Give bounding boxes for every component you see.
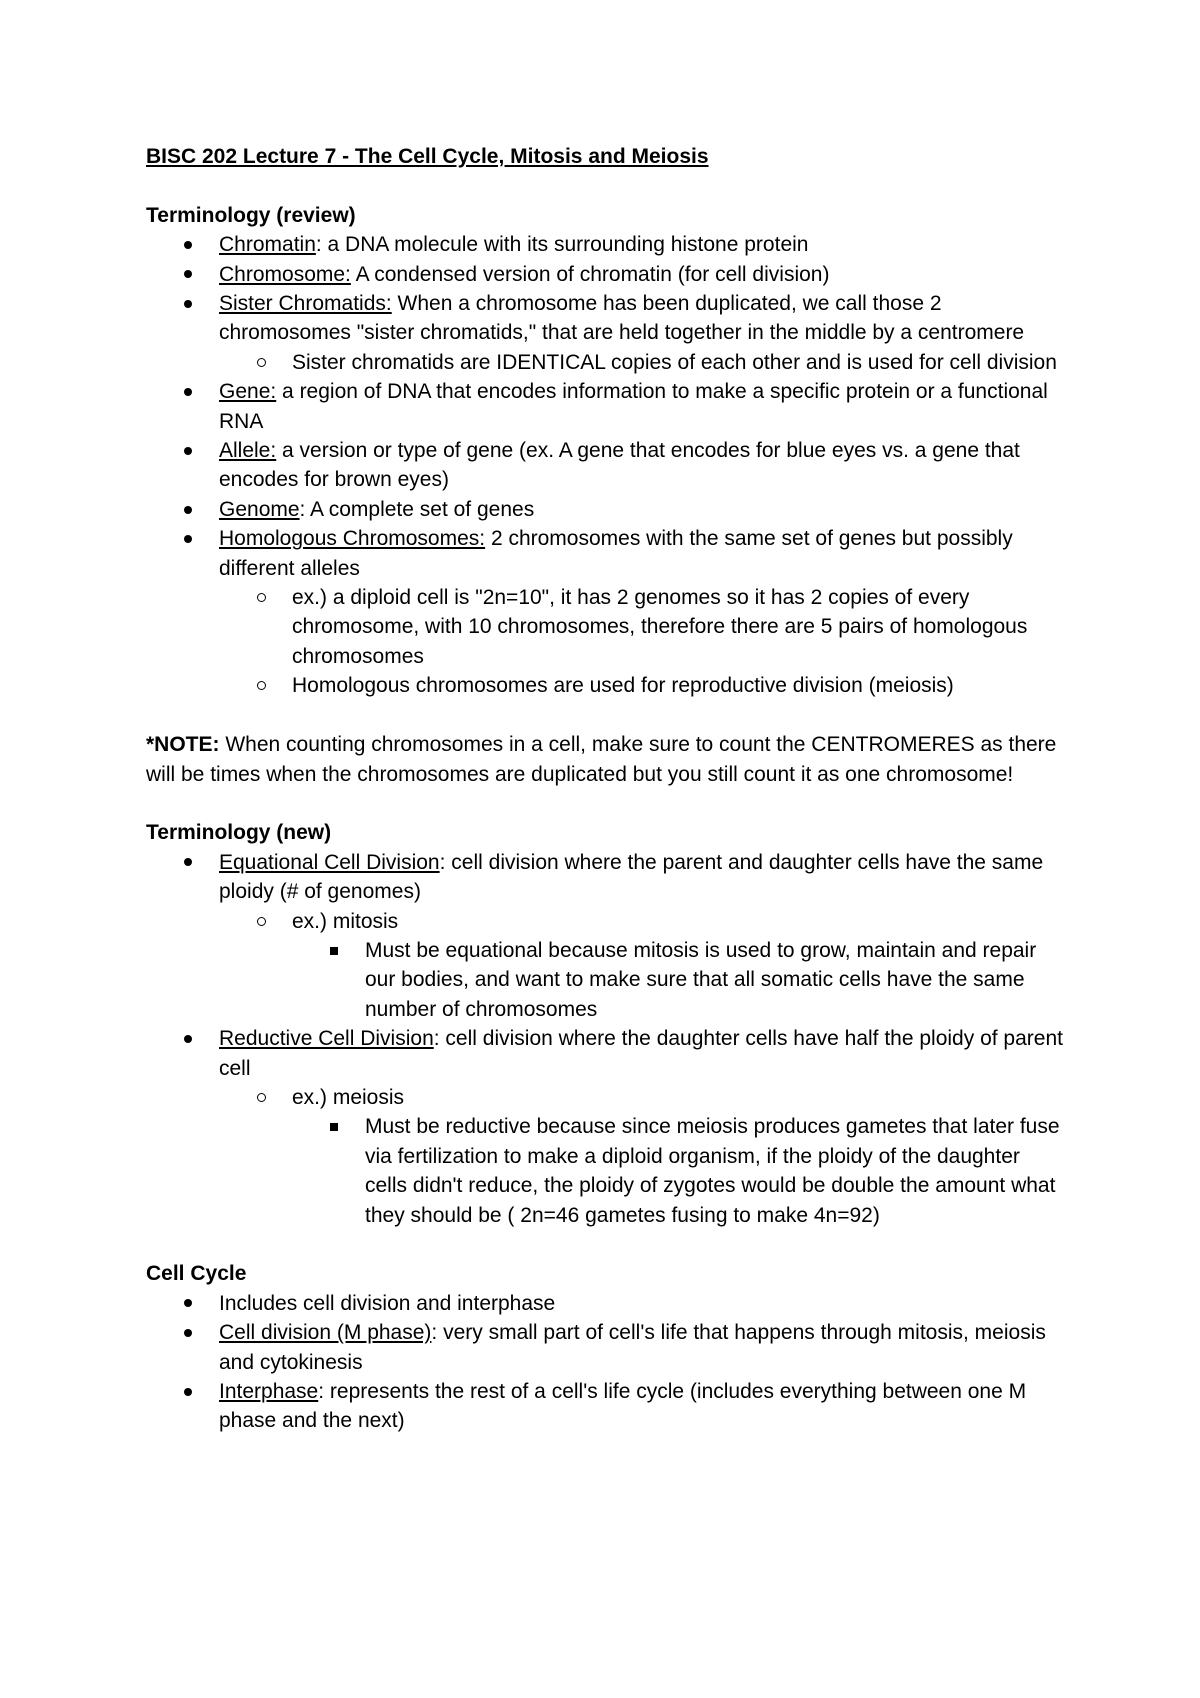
- spacer: [146, 789, 1066, 818]
- list-item-chromatin: [146, 230, 1066, 259]
- review-list: [146, 230, 1066, 701]
- list-item-interphase: [146, 1377, 1066, 1436]
- sub-item: [219, 1083, 1066, 1230]
- list-item-sister-chromatids: [146, 289, 1066, 377]
- sub-item-text: ex.) mitosis: [292, 909, 399, 933]
- term-genome: Genome: [219, 497, 300, 521]
- list-item-allele: [146, 436, 1066, 495]
- term-cell-division: Cell division (M phase): [219, 1321, 432, 1345]
- cell-cycle-list: [146, 1289, 1066, 1436]
- spacer: [146, 171, 1066, 200]
- sub-sub-item: [292, 1112, 1066, 1230]
- spacer: [146, 701, 1066, 730]
- definition-chromatin: : a DNA molecule with its surrounding histone protein: [315, 233, 809, 257]
- sublist-reductive: [219, 1083, 1066, 1230]
- bullet-circle-icon: [257, 907, 266, 936]
- bullet-disc-icon: [184, 436, 192, 465]
- term-gene: Gene:: [219, 380, 277, 404]
- term-equational-division: Equational Cell Division: [219, 850, 440, 874]
- bullet-disc-icon: [184, 1377, 192, 1406]
- note-text: When counting chromosomes in a cell, make sure to count the CENTROMERES as there will be times when the chromosomes are duplicated but you still count it as one chromosome!: [146, 733, 1057, 786]
- bullet-circle-icon: [257, 583, 266, 612]
- list-item-homologous-chromosomes: [146, 524, 1066, 700]
- list-item-genome: [146, 495, 1066, 524]
- sub-sub-item-text: Must be equational because mitosis is used to grow, maintain and repair our bodies, and want to make sure that all somatic cells have the same number of chromosomes: [365, 938, 1037, 1021]
- sublist-homologous-chromosomes: [219, 583, 1066, 701]
- document-title: BISC 202 Lecture 7 - The Cell Cycle, Mitosis and Meiosis: [146, 145, 709, 168]
- spacer: [146, 1230, 1066, 1259]
- list-item-reductive-division: [146, 1024, 1066, 1230]
- sub-item: [219, 583, 1066, 671]
- bullet-disc-icon: [184, 289, 192, 318]
- term-interphase: Interphase: [219, 1380, 319, 1403]
- term-chromatin: Chromatin: [219, 233, 316, 257]
- bullet-disc-icon: [184, 230, 192, 259]
- list-item-gene: [146, 377, 1066, 436]
- bullet-disc-icon: [184, 1318, 192, 1347]
- sub-item: [219, 348, 1066, 377]
- sublist-sister-chromatids: [219, 348, 1066, 377]
- definition-equational-division: : cell division where the parent and daughter cells have the same ploidy (# of genomes): [219, 850, 1044, 904]
- sub-item: [219, 907, 1066, 1025]
- bullet-disc-icon: [184, 260, 192, 289]
- definition-reductive-division: : cell division where the daughter cells have half the ploidy of parent cell: [219, 1027, 1063, 1080]
- definition-genome: : A complete set of genes: [299, 497, 535, 521]
- bullet-disc-icon: [184, 1024, 192, 1053]
- definition-gene: a region of DNA that encodes information to make a specific protein or a functional RNA: [219, 380, 1048, 433]
- sub-item-text: Sister chromatids are IDENTICAL copies of each other and is used for cell division: [292, 350, 1057, 374]
- term-chromosome: Chromosome:: [219, 262, 351, 286]
- list-item-includes: [146, 1289, 1066, 1318]
- definition-allele: a version or type of gene (ex. A gene that encodes for blue eyes vs. a gene that encodes for brown eyes): [219, 439, 1020, 492]
- definition-interphase: : represents the rest of a cell's life cycle (includes everything between one M phase and the next): [219, 1380, 1027, 1433]
- sub-item-text: Homologous chromosomes are used for reproductive division (meiosis): [292, 674, 954, 698]
- section-heading-new: Terminology (new): [146, 821, 332, 845]
- bullet-disc-icon: [184, 848, 192, 877]
- sub-sub-item-text: Must be reductive because since meiosis produces gametes that later fuse via fertilization to make a diploid organism, if the ploidy of the daughter cells didn't reduce, the ploidy of zygotes would be double the amount what they should be ( 2n=46 gametes fusing to make 4n=92): [365, 1115, 1060, 1227]
- list-item-text: Includes cell division and interphase: [219, 1291, 556, 1315]
- bullet-circle-icon: [257, 671, 266, 700]
- bullet-circle-icon: [257, 348, 266, 377]
- list-item-cell-division: [146, 1318, 1066, 1377]
- term-allele: Allele:: [219, 439, 277, 463]
- note-label: *NOTE:: [146, 733, 220, 757]
- list-item-chromosome: [146, 260, 1066, 289]
- sub-sub-item: [292, 936, 1066, 1024]
- bullet-circle-icon: [257, 1083, 266, 1112]
- list-item-equational-division: [146, 848, 1066, 1024]
- definition-chromosome: A condensed version of chromatin (for cell division): [350, 262, 830, 286]
- bullet-square-icon: [330, 936, 338, 965]
- sublist-equational: [219, 907, 1066, 1025]
- sub-item-text: ex.) meiosis: [292, 1085, 405, 1109]
- section-heading-review: Terminology (review): [146, 203, 356, 227]
- bullet-disc-icon: [184, 377, 192, 406]
- note-paragraph: [146, 730, 1066, 789]
- bullet-disc-icon: [184, 1289, 192, 1318]
- bullet-disc-icon: [184, 495, 192, 524]
- sub-item: [219, 671, 1066, 700]
- bullet-disc-icon: [184, 524, 192, 553]
- section-heading-cell-cycle: Cell Cycle: [146, 1262, 247, 1286]
- sub-item-text: ex.) a diploid cell is "2n=10", it has 2 genomes so it has 2 copies of every chromosome, with 10 chromosomes, therefore there are 5 pairs of homologous chromosomes: [292, 586, 1028, 668]
- term-homologous-chromosomes: Homologous Chromosomes:: [219, 527, 486, 551]
- definition-sister-chromatids: When a chromosome has been duplicated, we call those 2 chromosomes "sister chromatids," that are held together in the middle by a centromere: [219, 292, 1025, 345]
- definition-homologous-chromosomes: 2 chromosomes with the same set of genes but possibly different alleles: [219, 527, 1013, 580]
- term-sister-chromatids: Sister Chromatids:: [219, 292, 392, 316]
- definition-cell-division: : very small part of cell's life that happens through mitosis, meiosis and cytokinesis: [219, 1321, 1046, 1374]
- document-body: [146, 142, 1066, 1436]
- new-terms-list: [146, 848, 1066, 1230]
- term-reductive-division: Reductive Cell Division: [219, 1027, 434, 1051]
- subsublist-meiosis: [292, 1112, 1066, 1230]
- subsublist-mitosis: [292, 936, 1066, 1024]
- bullet-square-icon: [330, 1112, 338, 1141]
